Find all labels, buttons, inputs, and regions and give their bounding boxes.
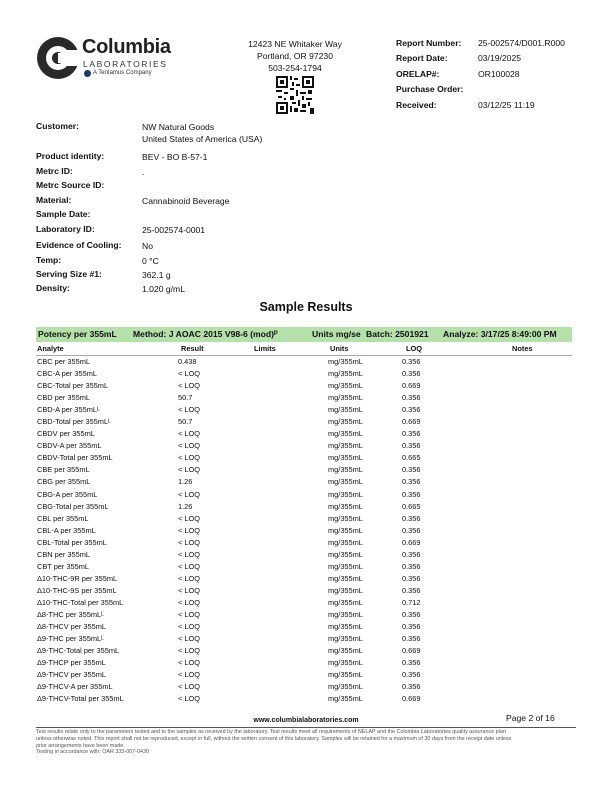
cell-units: mg/355mL [328, 622, 363, 632]
cell-result: 0.438 [178, 357, 197, 366]
cell-units: mg/355mL [328, 381, 363, 391]
sample-info [36, 121, 436, 296]
disclaimer-line: unless otherwise noted. This report shall not be reproduced, except in full, without the written consent of this laboratory. Samples will be retained for a maximum of 30 days from the receipt date unless [36, 735, 512, 742]
cell-analyte: CBG per 355mL [37, 477, 91, 487]
sample-field-value: BEV - BO B-57-1 [142, 152, 208, 162]
section-title: Sample Results [259, 300, 353, 314]
address-line1: 12423 NE Whitaker Way [248, 39, 342, 49]
website-link[interactable]: www.columbialaboratories.com [253, 717, 359, 724]
customer-country: United States of America (USA) [142, 134, 263, 144]
logo-subtitle: LABORATORIES [83, 59, 168, 69]
cell-result: 1.26 [178, 501, 193, 511]
cell-loq: 0.356 [402, 549, 421, 559]
footer-disclaimer [36, 729, 576, 756]
sample-field-row [36, 209, 436, 224]
cell-units: mg/355mL [328, 694, 363, 704]
tentamus-icon [84, 70, 91, 77]
logo-tentamus: A Tentamus Company [93, 70, 152, 76]
lab-address [222, 38, 368, 74]
report-info-value: OR100028 [478, 68, 520, 79]
cell-units: mg/355mL [328, 549, 363, 559]
potency-name: Potency per 355mL [38, 329, 117, 339]
report-info [396, 38, 606, 115]
customer-label: Customer: [36, 121, 79, 131]
sample-field-label: Metrc Source ID: [36, 180, 105, 190]
sample-field-value: 1.020 g/mL [142, 283, 185, 294]
cell-analyte: CBDV-Total per 355mL [37, 453, 113, 463]
cell-result: < LOQ [178, 465, 200, 475]
table-row [36, 573, 572, 585]
cell-analyte: Δ9-THC-Total per 355mL [37, 646, 120, 656]
cell-result: < LOQ [178, 634, 200, 644]
address-line2: Portland, OR 97230 [257, 51, 333, 61]
potency-method: Method: J AOAC 2015 V98-6 (mod)ᴾ [133, 329, 278, 339]
table-row [36, 501, 572, 513]
cell-units: mg/355mL [328, 441, 363, 451]
table-row [36, 633, 572, 645]
cell-loq: 0.356 [402, 658, 421, 668]
sample-field-value: 25-002574-0001 [142, 224, 206, 235]
cell-analyte: Δ10-THC-9S per 355mL [37, 585, 117, 595]
cell-analyte: CBDV-A per 355mL [37, 441, 102, 451]
report-info-row [396, 53, 606, 68]
cell-loq: 0.356 [402, 357, 421, 366]
cell-units: mg/355mL [328, 357, 363, 366]
cell-units: mg/355mL [328, 489, 363, 499]
header-analyte: Analyte [37, 344, 64, 353]
cell-analyte: Δ8-THC per 355mLᴸ [37, 609, 104, 619]
report-info-row [396, 38, 606, 53]
cell-result: < LOQ [178, 658, 200, 668]
cell-analyte: CBC-A per 355mL [37, 369, 97, 379]
cell-loq: 0.356 [402, 441, 421, 451]
results-table-header [36, 343, 572, 356]
cell-analyte: CBG-Total per 355mL [37, 501, 109, 511]
sample-field-row [36, 269, 436, 283]
cell-loq: 0.669 [402, 381, 421, 391]
sample-field-label: Sample Date: [36, 209, 91, 219]
sample-field-label: Material: [36, 194, 72, 205]
cell-loq: 0.356 [402, 585, 421, 595]
cell-analyte: Δ10-THC-Total per 355mL [37, 597, 124, 607]
cell-result: < LOQ [178, 513, 200, 523]
sample-field-label: Metrc ID: [36, 165, 73, 176]
table-row [36, 585, 572, 597]
company-logo [36, 36, 176, 84]
table-row [36, 645, 572, 657]
report-info-label: Report Number: [396, 38, 462, 48]
table-row [36, 561, 572, 573]
cell-result: < LOQ [178, 549, 200, 559]
cell-result: < LOQ [178, 525, 200, 535]
table-row [36, 428, 572, 440]
cell-loq: 0.356 [402, 393, 421, 403]
cell-units: mg/355mL [328, 465, 363, 475]
cell-result: < LOQ [178, 670, 200, 680]
cell-result: < LOQ [178, 381, 200, 391]
sample-field-label: Temp: [36, 254, 62, 265]
report-info-value: 03/19/2025 [478, 53, 522, 64]
cell-result: < LOQ [178, 622, 200, 632]
sample-field-value: 0 °C [142, 255, 159, 266]
logo-name: Columbia [82, 36, 171, 58]
report-info-row [396, 100, 606, 115]
sample-field-value: . [142, 166, 145, 177]
cell-loq: 0.665 [402, 501, 421, 511]
cell-result: < LOQ [178, 441, 200, 451]
cell-loq: 0.712 [402, 597, 421, 607]
cell-units: mg/355mL [328, 453, 363, 463]
potency-header-bar [36, 327, 572, 342]
report-info-row [396, 69, 606, 84]
sample-field-label: Laboratory ID: [36, 223, 95, 234]
header-result: Result [181, 344, 204, 353]
cell-analyte: CBC-Total per 355mL [37, 381, 109, 391]
customer-name: NW Natural Goods [142, 122, 215, 132]
table-row [36, 537, 572, 549]
cell-analyte: Δ9-THCV-A per 355mL [37, 682, 113, 692]
cell-units: mg/355mL [328, 573, 363, 583]
cell-result: < LOQ [178, 597, 200, 607]
report-info-label: Purchase Order: [396, 84, 464, 95]
cell-loq: 0.356 [402, 682, 421, 692]
cell-analyte: CBD-Total per 355mLᴸ [37, 417, 111, 427]
cell-loq: 0.665 [402, 453, 421, 463]
cell-analyte: CBL-Total per 355mL [37, 537, 107, 547]
cell-analyte: CBG-A per 355mL [37, 489, 98, 499]
cell-loq: 0.356 [402, 465, 421, 475]
cell-loq: 0.669 [402, 646, 421, 656]
cell-result: < LOQ [178, 585, 200, 595]
cell-result: 50.7 [178, 393, 193, 403]
disclaimer-line: prior arrangements have been made. [36, 742, 125, 749]
cell-loq: 0.356 [402, 670, 421, 680]
cell-loq: 0.356 [402, 622, 421, 632]
cell-units: mg/355mL [328, 634, 363, 644]
cell-analyte: CBC per 355mL [37, 357, 90, 366]
address-phone: 503-254-1794 [268, 63, 322, 73]
cell-loq: 0.669 [402, 417, 421, 427]
cell-units: mg/355mL [328, 393, 363, 403]
cell-units: mg/355mL [328, 405, 363, 415]
cell-units: mg/355mL [328, 513, 363, 523]
cell-result: < LOQ [178, 646, 200, 656]
cell-analyte: CBL-A per 355mL [37, 525, 96, 535]
cell-units: mg/355mL [328, 658, 363, 668]
cell-loq: 0.669 [402, 694, 421, 704]
cell-units: mg/355mL [328, 429, 363, 439]
table-row [36, 669, 572, 681]
disclaimer-line: Test results relate only to the parameters tested and to the samples as received by the laboratory. Test results meet all requirements of NELAP and the Columbia Laboratories quality assurance plan [36, 729, 506, 735]
cell-result: < LOQ [178, 682, 200, 692]
cell-result: < LOQ [178, 405, 200, 415]
cell-analyte: CBN per 355mL [37, 549, 90, 559]
report-info-value: 25-002574/D001.R000 [478, 38, 565, 48]
cell-analyte: CBE per 355mL [37, 465, 90, 475]
table-row [36, 597, 572, 609]
table-row [36, 513, 572, 525]
customer-row [36, 121, 436, 151]
qr-code-icon [276, 76, 314, 114]
sample-field-row [36, 166, 436, 181]
table-row [36, 452, 572, 464]
sample-field-row [36, 151, 436, 166]
cell-result: < LOQ [178, 453, 200, 463]
cell-loq: 0.356 [402, 525, 421, 535]
report-info-label: Received: [396, 99, 437, 110]
header-units: Units [330, 344, 349, 353]
sample-field-value: No [142, 241, 153, 251]
sample-field-row [36, 283, 436, 297]
cell-loq: 0.356 [402, 634, 421, 644]
sample-field-label: Evidence of Cooling: [36, 240, 122, 250]
cell-result: < LOQ [178, 573, 200, 583]
page-number: Page 2 of 16 [506, 713, 555, 723]
cell-loq: 0.356 [402, 405, 421, 415]
cell-units: mg/355mL [328, 670, 363, 680]
columbia-c-logo-icon [36, 36, 80, 80]
cell-units: mg/355mL [328, 477, 363, 487]
customer-value [142, 121, 262, 145]
table-row [36, 621, 572, 633]
report-info-value: 03/12/25 11:19 [478, 99, 535, 110]
report-info-label: ORELAP#: [396, 68, 440, 79]
potency-batch: Batch: 2501921 [366, 329, 429, 339]
cell-result: < LOQ [178, 694, 200, 704]
cell-result: < LOQ [178, 369, 200, 379]
table-row [36, 693, 572, 705]
disclaimer-line: Testing in accordance with: OAR 333-007-0430 [36, 749, 149, 756]
cell-loq: 0.356 [402, 573, 421, 583]
cell-analyte: CBD per 355mL [37, 393, 90, 403]
sample-field-row [36, 224, 436, 241]
sample-field-label: Density: [36, 282, 70, 293]
sample-field-row [36, 180, 436, 195]
cell-units: mg/355mL [328, 501, 363, 511]
cell-units: mg/355mL [328, 585, 363, 595]
cell-analyte: Δ9-THCV per 355mL [37, 670, 107, 680]
potency-units: Units mg/se [312, 329, 361, 339]
cell-result: 50.7 [178, 417, 193, 427]
cell-analyte: CBDV per 355mL [37, 429, 95, 439]
table-row [36, 489, 572, 501]
table-row [36, 525, 572, 537]
cell-analyte: CBT per 355mL [37, 561, 90, 571]
sample-field-row [36, 255, 436, 270]
sample-field-value: 362.1 g [142, 270, 171, 280]
cell-units: mg/355mL [328, 525, 363, 535]
cell-units: mg/355mL [328, 369, 363, 379]
report-info-row [396, 84, 606, 99]
cell-loq: 0.356 [402, 489, 421, 499]
table-row [36, 549, 572, 561]
cell-analyte: Δ9-THCP per 355mL [37, 658, 106, 668]
table-row [36, 380, 572, 392]
footer-divider [36, 727, 576, 728]
cell-units: mg/355mL [328, 609, 363, 619]
potency-analyze: Analyze: 3/17/25 8:49:00 PM [443, 329, 557, 339]
cell-result: < LOQ [178, 561, 200, 571]
table-row [36, 392, 572, 404]
cell-analyte: Δ9-THCV-Total per 355mL [37, 694, 124, 704]
cell-analyte: CBL per 355mL [37, 513, 89, 523]
cell-result: < LOQ [178, 609, 200, 619]
table-row [36, 440, 572, 452]
cell-analyte: Δ9-THC per 355mLᴸ [37, 634, 104, 644]
cell-loq: 0.356 [402, 369, 421, 379]
sample-field-row [36, 240, 436, 255]
table-row [36, 368, 572, 380]
cell-result: < LOQ [178, 489, 200, 499]
cell-units: mg/355mL [328, 417, 363, 427]
cell-loq: 0.356 [402, 477, 421, 487]
table-row [36, 476, 572, 488]
sample-field-value: Cannabinoid Beverage [142, 195, 230, 206]
table-row [36, 657, 572, 669]
cell-result: 1.26 [178, 477, 193, 487]
cell-result: < LOQ [178, 537, 200, 547]
table-row [36, 609, 572, 621]
cell-analyte: CBD-A per 355mLᴸ [37, 405, 100, 415]
cell-units: mg/355mL [328, 682, 363, 692]
table-row [36, 464, 572, 476]
table-row [36, 356, 572, 368]
header-loq: LOQ [406, 344, 423, 353]
cell-loq: 0.356 [402, 609, 421, 619]
results-table-body [36, 356, 572, 705]
sample-field-row [36, 195, 436, 210]
cell-units: mg/355mL [328, 597, 363, 607]
table-row [36, 404, 572, 416]
cell-units: mg/355mL [328, 561, 363, 571]
table-row [36, 416, 572, 428]
cell-loq: 0.669 [402, 537, 421, 547]
report-info-label: Report Date: [396, 53, 448, 64]
header-notes: Notes [512, 344, 533, 353]
sample-field-label: Product identity: [36, 151, 105, 161]
sample-field-label: Serving Size #1: [36, 269, 102, 279]
cell-loq: 0.356 [402, 513, 421, 523]
header-limits: Limits [254, 344, 276, 353]
cell-units: mg/355mL [328, 646, 363, 656]
cell-result: < LOQ [178, 429, 200, 439]
table-row [36, 681, 572, 693]
cell-loq: 0.356 [402, 429, 421, 439]
cell-analyte: Δ10-THC-9R per 355mL [37, 573, 118, 583]
cell-loq: 0.356 [402, 561, 421, 571]
cell-analyte: Δ8-THCV per 355mL [37, 622, 107, 632]
cell-units: mg/355mL [328, 537, 363, 547]
